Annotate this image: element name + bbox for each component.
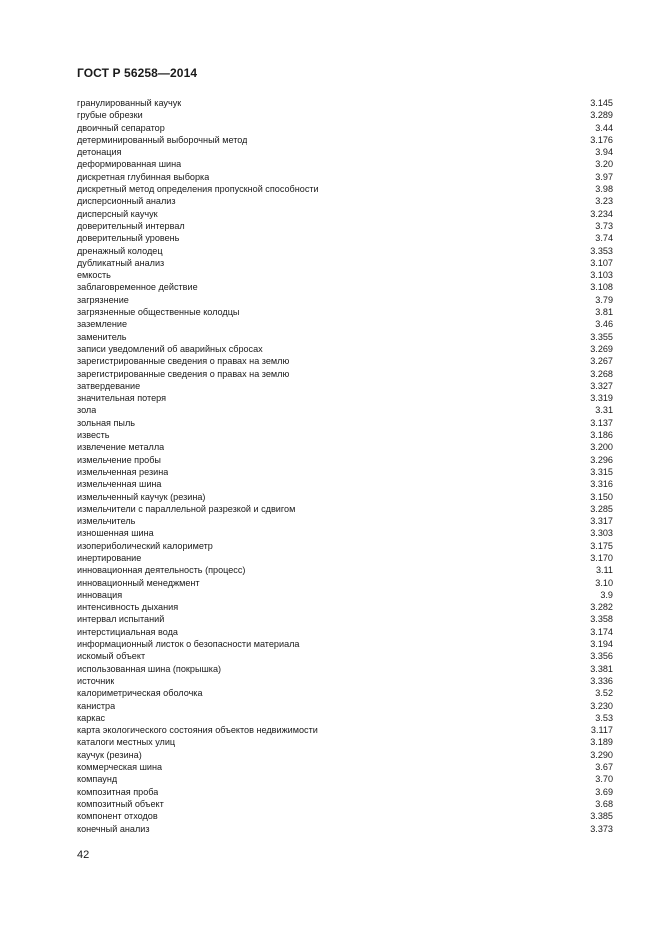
index-reference: 3.70	[595, 774, 613, 785]
index-reference: 3.9	[600, 589, 613, 600]
index-entry	[77, 109, 613, 121]
index-reference: 3.358	[590, 614, 613, 625]
index-term: деформированная шина	[77, 159, 182, 170]
index-term: компаунд	[77, 774, 118, 785]
index-term: конечный анализ	[77, 823, 150, 834]
index-entry	[77, 736, 613, 748]
index-term: двоичный сепаратор	[77, 122, 165, 133]
index-term: детерминированный выборочный метод	[77, 134, 248, 145]
index-reference: 3.73	[595, 220, 613, 231]
index-term: дискретная глубинная выборка	[77, 171, 210, 182]
index-reference: 3.268	[590, 368, 613, 379]
index-term: измельчитель	[77, 516, 136, 527]
index-entry	[77, 208, 613, 220]
index-term: карта экологического состояния объектов недвижимости	[77, 725, 318, 736]
index-entry	[77, 552, 613, 564]
index-reference: 3.373	[590, 823, 613, 834]
index-reference: 3.94	[595, 147, 613, 158]
index-term: каучук (резина)	[77, 749, 142, 760]
index-reference: 3.79	[595, 294, 613, 305]
index-reference: 3.11	[595, 565, 613, 576]
index-reference: 3.174	[590, 626, 613, 637]
index-entry	[77, 810, 613, 822]
index-reference: 3.200	[590, 442, 613, 453]
index-reference: 3.20	[595, 159, 613, 170]
index-term: дубликатный анализ	[77, 257, 165, 268]
index-entry	[77, 564, 613, 576]
index-entry	[77, 601, 613, 613]
index-term: компонент отходов	[77, 811, 158, 822]
index-entry	[77, 306, 613, 318]
index-reference: 3.23	[595, 196, 613, 207]
index-term: значительная потеря	[77, 393, 167, 404]
index-term: записи уведомлений об аварийных сбросах	[77, 343, 263, 354]
index-term: заменитель	[77, 331, 127, 342]
index-reference: 3.296	[590, 454, 613, 465]
index-term: заземление	[77, 319, 128, 330]
index-term: калориметрическая оболочка	[77, 688, 203, 699]
index-term: зарегистрированные сведения о правах на землю	[77, 368, 290, 379]
index-term: инновационный менеджмент	[77, 577, 200, 588]
index-term: композитная проба	[77, 786, 159, 797]
index-term: дренажный колодец	[77, 245, 163, 256]
index-reference: 3.269	[590, 343, 613, 354]
index-term: измельченная шина	[77, 479, 162, 490]
index-reference: 3.385	[590, 811, 613, 822]
index-term: информационный листок о безопасности материала	[77, 639, 300, 650]
index-term: композитный объект	[77, 798, 164, 809]
index-term: доверительный уровень	[77, 233, 180, 244]
index-term: использованная шина (покрышка)	[77, 663, 222, 674]
index-term: источник	[77, 675, 115, 686]
index-entry	[77, 331, 613, 343]
index-entry	[77, 589, 613, 601]
index-term: измельчение пробы	[77, 454, 161, 465]
index-entry	[77, 700, 613, 712]
index-entry	[77, 380, 613, 392]
index-entry	[77, 712, 613, 724]
index-term: детонация	[77, 147, 122, 158]
index-entry	[77, 687, 613, 699]
index-term: интерстициальная вода	[77, 626, 178, 637]
index-reference: 3.290	[590, 749, 613, 760]
index-term: известь	[77, 430, 110, 441]
index-reference: 3.69	[595, 786, 613, 797]
index-term: дисперсный каучук	[77, 208, 158, 219]
index-term: коммерческая шина	[77, 762, 163, 773]
index-term: емкость	[77, 270, 111, 281]
index-entry	[77, 638, 613, 650]
index-reference: 3.46	[595, 319, 613, 330]
index-entry	[77, 724, 613, 736]
index-reference: 3.137	[590, 417, 613, 428]
index-entry	[77, 417, 613, 429]
index-reference: 3.67	[595, 762, 613, 773]
index-term: изношенная шина	[77, 528, 154, 539]
index-reference: 3.44	[595, 122, 613, 133]
index-reference: 3.175	[590, 540, 613, 551]
index-term: каталоги местных улиц	[77, 737, 176, 748]
index-reference: 3.327	[590, 380, 613, 391]
index-reference: 3.289	[590, 110, 613, 121]
index-term: гранулированный каучук	[77, 98, 182, 108]
index-entry	[77, 515, 613, 527]
index-term: канистра	[77, 700, 116, 711]
index-entry	[77, 134, 613, 146]
index-reference: 3.145	[590, 98, 613, 108]
index-reference: 3.316	[590, 479, 613, 490]
index-entry	[77, 540, 613, 552]
index-reference: 3.319	[590, 393, 613, 404]
index-term: загрязненные общественные колодцы	[77, 307, 240, 318]
index-entry	[77, 466, 613, 478]
index-reference: 3.107	[590, 257, 613, 268]
index-reference: 3.31	[595, 405, 613, 416]
index-term: инновационная деятельность (процесс)	[77, 565, 246, 576]
index-entry	[77, 368, 613, 380]
index-entry	[77, 798, 613, 810]
index-reference: 3.336	[590, 675, 613, 686]
index-reference: 3.68	[595, 798, 613, 809]
index-entry	[77, 675, 613, 687]
index-term: интервал испытаний	[77, 614, 165, 625]
index-term: дисперсионный анализ	[77, 196, 176, 207]
index-entry	[77, 269, 613, 281]
index-reference: 3.267	[590, 356, 613, 367]
index-reference: 3.170	[590, 552, 613, 563]
index-entry	[77, 232, 613, 244]
index-entry	[77, 749, 613, 761]
index-reference: 3.230	[590, 700, 613, 711]
index-entry	[77, 183, 613, 195]
index-term: измельченный каучук (резина)	[77, 491, 206, 502]
index-reference: 3.355	[590, 331, 613, 342]
index-term: инертирование	[77, 552, 142, 563]
index-entry	[77, 527, 613, 539]
index-term: измельчители с параллельной разрезкой и сдвигом	[77, 503, 296, 514]
index-reference: 3.103	[590, 270, 613, 281]
index-reference: 3.117	[590, 725, 613, 736]
index-reference: 3.186	[590, 430, 613, 441]
index-reference: 3.317	[590, 516, 613, 527]
index-reference: 3.176	[590, 134, 613, 145]
index-entry	[77, 786, 613, 798]
index-reference: 3.81	[595, 307, 613, 318]
index-entry	[77, 441, 613, 453]
index-reference: 3.150	[590, 491, 613, 502]
index-entry	[77, 650, 613, 662]
index-entry	[77, 122, 613, 134]
index-entry	[77, 355, 613, 367]
index-entry	[77, 454, 613, 466]
index-reference: 3.303	[590, 528, 613, 539]
index-entry	[77, 478, 613, 490]
document-header: ГОСТ Р 56258—2014	[77, 66, 198, 80]
index-reference: 3.315	[590, 466, 613, 477]
index-term: дискретный метод определения пропускной способности	[77, 184, 319, 195]
index-entry	[77, 823, 613, 835]
index-entry	[77, 257, 613, 269]
index-entry	[77, 195, 613, 207]
index-entry	[77, 294, 613, 306]
index-reference: 3.97	[595, 171, 613, 182]
index-entry	[77, 761, 613, 773]
index-reference: 3.234	[590, 208, 613, 219]
index-reference: 3.98	[595, 184, 613, 195]
index-entry	[77, 392, 613, 404]
index-reference: 3.356	[590, 651, 613, 662]
index-entry	[77, 245, 613, 257]
index-entry	[77, 613, 613, 625]
term-index-list	[77, 97, 613, 835]
index-term: измельченная резина	[77, 466, 169, 477]
index-term: затвердевание	[77, 380, 141, 391]
index-term: инновация	[77, 589, 123, 600]
index-term: искомый объект	[77, 651, 146, 662]
index-term: доверительный интервал	[77, 220, 185, 231]
index-entry	[77, 663, 613, 675]
index-entry	[77, 773, 613, 785]
index-reference: 3.189	[590, 737, 613, 748]
index-entry	[77, 429, 613, 441]
index-entry	[77, 171, 613, 183]
index-reference: 3.381	[590, 663, 613, 674]
index-entry	[77, 503, 613, 515]
index-reference: 3.282	[590, 602, 613, 613]
index-term: загрязнение	[77, 294, 129, 305]
index-term: каркас	[77, 712, 106, 723]
index-entry	[77, 626, 613, 638]
index-term: зола	[77, 405, 97, 416]
index-term: зарегистрированные сведения о правах на землю	[77, 356, 290, 367]
index-entry	[77, 146, 613, 158]
index-reference: 3.108	[590, 282, 613, 293]
index-term: грубые обрезки	[77, 110, 143, 121]
index-term: заблаговременное действие	[77, 282, 198, 293]
index-term: изопериболический калориметр	[77, 540, 213, 551]
index-term: интенсивность дыхания	[77, 602, 179, 613]
index-entry	[77, 318, 613, 330]
index-entry	[77, 577, 613, 589]
index-entry	[77, 158, 613, 170]
index-entry	[77, 343, 613, 355]
index-reference: 3.10	[595, 577, 613, 588]
index-reference: 3.353	[590, 245, 613, 256]
index-reference: 3.285	[590, 503, 613, 514]
page-number: 42	[77, 849, 90, 861]
index-reference: 3.194	[590, 639, 613, 650]
index-entry	[77, 97, 613, 109]
index-term: зольная пыль	[77, 417, 136, 428]
index-entry	[77, 281, 613, 293]
index-entry	[77, 491, 613, 503]
index-entry	[77, 220, 613, 232]
index-reference: 3.53	[595, 712, 613, 723]
index-entry	[77, 404, 613, 416]
index-reference: 3.52	[595, 688, 613, 699]
index-reference: 3.74	[595, 233, 613, 244]
index-term: извлечение металла	[77, 442, 165, 453]
